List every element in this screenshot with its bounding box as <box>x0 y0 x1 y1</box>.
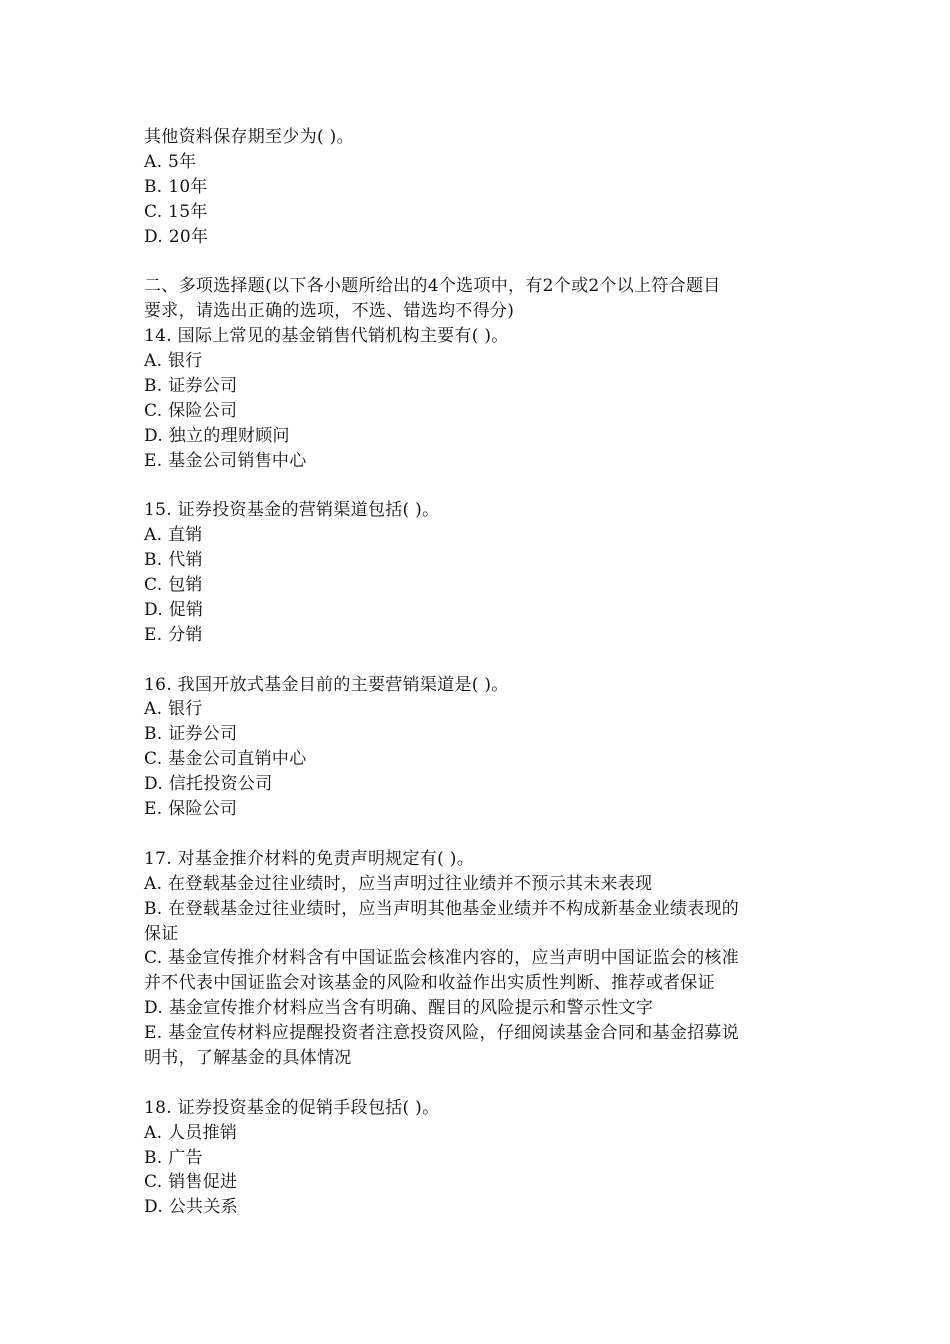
question-15-stem: 15. 证券投资基金的营销渠道包括( )。 <box>144 500 440 521</box>
question-15-option-a: A. 直销 <box>144 525 203 546</box>
question-17-stem: 17. 对基金推介材料的免责声明规定有( )。 <box>144 848 475 869</box>
section-heading-line-2: 要求，请选出正确的选项，不选、错选均不得分) <box>144 301 515 322</box>
question-18-stem: 18. 证券投资基金的促销手段包括( )。 <box>144 1097 440 1118</box>
question-15-option-b: B. 代销 <box>144 550 203 571</box>
question-13-option-d: D. 20年 <box>144 226 209 247</box>
question-16-option-b: B. 证券公司 <box>144 724 238 745</box>
spacer <box>144 822 814 847</box>
question-16-option-d: D. 信托投资公司 <box>144 774 273 795</box>
spacer <box>144 249 814 274</box>
question-17-option-b-cont: 保证 <box>144 923 179 944</box>
question-18-option-a: A. 人员推销 <box>144 1122 238 1143</box>
question-16-option-e: E. 保险公司 <box>144 799 238 820</box>
question-17-option-d: D. 基金宣传推介材料应当含有明确、醒目的风险提示和警示性文字 <box>144 998 654 1019</box>
question-18-option-d: D. 公共关系 <box>144 1197 238 1218</box>
question-17-option-e: E. 基金宣传材料应提醒投资者注意投资风险，仔细阅读基金合同和基金招募说 <box>144 1023 740 1044</box>
question-17-option-b: B. 在登载基金过往业绩时，应当声明其他基金业绩并不构成新基金业绩表现的 <box>144 898 740 919</box>
document-page <box>144 125 814 1220</box>
question-17-option-c-cont: 并不代表中国证监会对该基金的风险和收益作出实质性判断、推荐或者保证 <box>144 973 715 994</box>
question-14-option-d: D. 独立的理财顾问 <box>144 425 290 446</box>
question-13-option-b: B. 10年 <box>144 176 208 197</box>
question-13-option-c: C. 15年 <box>144 201 208 222</box>
question-15-option-c: C. 包销 <box>144 575 203 596</box>
question-15-option-d: D. 促销 <box>144 599 204 620</box>
question-18-option-b: B. 广告 <box>144 1147 203 1168</box>
question-16-option-a: A. 银行 <box>144 699 203 720</box>
question-16-stem: 16. 我国开放式基金目前的主要营销渠道是( )。 <box>144 674 509 695</box>
question-15-option-e: E. 分销 <box>144 624 203 645</box>
spacer <box>144 648 814 673</box>
question-17-option-e-cont: 明书，了解基金的具体情况 <box>144 1047 352 1068</box>
question-14-option-b: B. 证券公司 <box>144 375 238 396</box>
question-14-option-c: C. 保险公司 <box>144 400 238 421</box>
question-14-option-a: A. 银行 <box>144 351 203 372</box>
question-17-option-a: A. 在登载基金过往业绩时，应当声明过往业绩并不预示其未来表现 <box>144 873 653 894</box>
spacer <box>144 1071 814 1096</box>
question-17-option-c: C. 基金宣传推介材料含有中国证监会核准内容的，应当声明中国证监会的核准 <box>144 948 740 969</box>
question-18-option-c: C. 销售促进 <box>144 1172 238 1193</box>
question-14-stem: 14. 国际上常见的基金销售代销机构主要有( )。 <box>144 326 509 347</box>
spacer <box>144 473 814 498</box>
question-14-option-e: E. 基金公司销售中心 <box>144 450 307 471</box>
question-13-stem: 其他资料保存期至少为( )。 <box>144 127 354 147</box>
section-heading-line-1: 二、多项选择题(以下各小题所给出的4个选项中，有2个或2个以上符合题目 <box>144 276 721 297</box>
question-16-option-c: C. 基金公司直销中心 <box>144 749 307 770</box>
question-13-option-a: A. 5年 <box>144 151 197 172</box>
